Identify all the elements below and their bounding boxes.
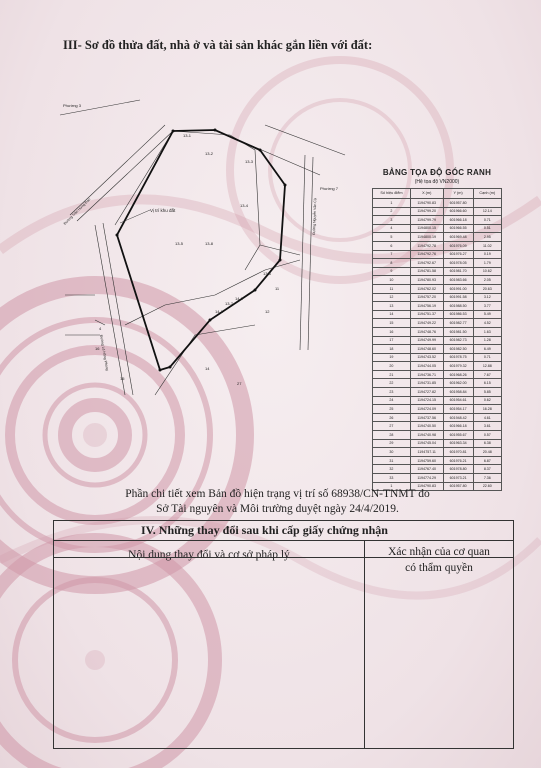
coordinates-cell: 601982.73 xyxy=(443,336,473,345)
coordinates-cell: 22 xyxy=(373,379,411,388)
coordinates-cell: 33 xyxy=(373,474,411,483)
changes-confirmation-column xyxy=(365,541,513,748)
coordinates-cell: 601958.84 xyxy=(443,388,473,397)
coordinates-cell: 601968.26 xyxy=(443,370,473,379)
coordinates-cell: 1194751.37 xyxy=(410,310,443,319)
coordinates-cell: 601969.48 xyxy=(443,233,473,242)
confirmation-header-line-1: Xác nhận của cơ quan xyxy=(388,546,490,558)
svg-text:16: 16 xyxy=(95,346,100,351)
coordinates-cell: 0.62 xyxy=(473,396,501,405)
coordinates-cell: 8.37 xyxy=(473,465,501,474)
coordinates-cell: 1.63 xyxy=(473,327,501,336)
coordinates-row xyxy=(373,474,502,483)
coordinates-row xyxy=(373,396,502,405)
coordinates-cell: 601966.55 xyxy=(443,224,473,233)
note-line-1: Phần chi tiết xem Bản đồ hiện trạng vị trí số 68938/CN-TNMT do xyxy=(125,488,430,500)
coordinates-row xyxy=(373,379,502,388)
coordinates-cell: 601970.81 xyxy=(443,448,473,457)
coordinates-cell: 1194731.85 xyxy=(410,379,443,388)
coordinates-cell: 1194724.15 xyxy=(410,396,443,405)
coordinates-cell: 27 xyxy=(373,422,411,431)
coordinates-cell: 6.15 xyxy=(473,379,501,388)
coordinates-cell: 601957.80 xyxy=(443,199,473,208)
changes-content-column xyxy=(54,541,365,748)
header-point: Số hiệu điểm xyxy=(373,189,411,199)
coordinates-cell: 6.38 xyxy=(473,439,501,448)
coordinates-cell: 29 xyxy=(373,439,411,448)
coordinates-cell: 1194740.50 xyxy=(410,422,443,431)
coordinates-cell: 601986.53 xyxy=(443,310,473,319)
coordinates-cell: 601981.50 xyxy=(443,327,473,336)
coordinates-cell: 601991.00 xyxy=(443,284,473,293)
coordinates-cell: 1194749.99 xyxy=(410,336,443,345)
coordinates-body xyxy=(373,199,502,491)
coordinates-cell: 1194762.02 xyxy=(410,284,443,293)
svg-text:11: 11 xyxy=(275,286,280,291)
coordinates-cell: 1194736.71 xyxy=(410,370,443,379)
coordinates-cell: 601973.21 xyxy=(443,474,473,483)
coordinates-cell: 12.88 xyxy=(473,362,501,371)
coordinates-cell: 16.28 xyxy=(473,405,501,414)
svg-text:Đường Lê Hồng Phong: Đường Lê Hồng Phong xyxy=(99,334,110,371)
coordinates-cell: 601978.80 xyxy=(443,465,473,474)
coordinates-row xyxy=(373,405,502,414)
coordinates-row xyxy=(373,431,502,440)
coordinates-row xyxy=(373,293,502,302)
coordinates-cell: 15 xyxy=(373,319,411,328)
coordinates-cell: 26 xyxy=(373,413,411,422)
coordinates-row xyxy=(373,345,502,354)
coordinates-cell: 5.49 xyxy=(473,310,501,319)
coordinates-cell: 601982.50 xyxy=(443,345,473,354)
coordinates-cell: 5.85 xyxy=(473,388,501,397)
svg-text:13-2: 13-2 xyxy=(205,151,214,156)
changes-content-header: Nội dung thay đổi và cơ sở pháp lý xyxy=(128,549,290,561)
map-reference-note xyxy=(90,487,465,517)
coordinates-cell: 21 xyxy=(373,370,411,379)
coordinates-cell: 12.14 xyxy=(473,207,501,216)
changes-confirmation-header xyxy=(365,544,513,576)
svg-text:Phường 7: Phường 7 xyxy=(320,186,338,191)
coordinates-cell: 601988.50 xyxy=(443,302,473,311)
coordinates-cell: 601978.05 xyxy=(443,259,473,268)
coordinates-cell: 0.19 xyxy=(473,250,501,259)
svg-text:14-1: 14-1 xyxy=(215,309,224,314)
coordinates-cell: 22.60 xyxy=(473,482,501,491)
coordinates-cell: 1194748.60 xyxy=(410,345,443,354)
coordinates-row xyxy=(373,241,502,250)
coordinates-cell: 1194740.98 xyxy=(410,431,443,440)
coordinates-cell: 601976.09 xyxy=(443,241,473,250)
header-edge: Cạnh (m) xyxy=(473,189,501,199)
changes-title: IV. Những thay đổi sau khi cấp giấy chứng nhận xyxy=(54,521,513,541)
coordinates-cell: 31 xyxy=(373,456,411,465)
coordinates-cell: 601962.00 xyxy=(443,379,473,388)
coordinates-cell: 3.77 xyxy=(473,302,501,311)
svg-text:13-7: 13-7 xyxy=(225,301,234,306)
svg-text:13-6: 13-6 xyxy=(263,271,272,276)
coordinates-cell: 1194744.05 xyxy=(410,362,443,371)
coordinates-cell: 8 xyxy=(373,259,411,268)
coordinates-cell: 1194792.76 xyxy=(410,250,443,259)
coordinates-cell: 16 xyxy=(373,327,411,336)
coordinates-cell: 1194799.79 xyxy=(410,216,443,225)
coordinates-row xyxy=(373,336,502,345)
coordinates-cell: 30 xyxy=(373,448,411,457)
coordinates-row xyxy=(373,199,502,208)
coordinates-row xyxy=(373,327,502,336)
coordinates-cell: 3 xyxy=(373,216,411,225)
coordinates-cell: 1194792.67 xyxy=(410,259,443,268)
coordinates-cell: 19 xyxy=(373,353,411,362)
coordinates-cell: 601981.70 xyxy=(443,267,473,276)
coordinates-row xyxy=(373,224,502,233)
coordinates-cell: 2 xyxy=(373,207,411,216)
coordinates-cell: 25 xyxy=(373,405,411,414)
coordinates-cell: 601957.80 xyxy=(443,482,473,491)
coordinates-cell: 601966.60 xyxy=(443,207,473,216)
coordinates-row xyxy=(373,388,502,397)
coordinates-cell: 24 xyxy=(373,396,411,405)
svg-text:13-1: 13-1 xyxy=(183,133,192,138)
coordinates-cell: 1194724.09 xyxy=(410,405,443,414)
coordinates-cell: 601976.27 xyxy=(443,250,473,259)
coordinates-cell: 2.95 xyxy=(473,233,501,242)
coordinates-cell: 7.67 xyxy=(473,370,501,379)
coordinates-row xyxy=(373,413,502,422)
coordinates-cell: 5 xyxy=(373,233,411,242)
coordinates-cell: 0.57 xyxy=(473,431,501,440)
svg-text:12: 12 xyxy=(265,309,270,314)
coordinates-cell: 7.36 xyxy=(473,474,501,483)
coordinates-cell: 1194800.19 xyxy=(410,233,443,242)
coordinates-cell: 4.61 xyxy=(473,413,501,422)
coordinates-row xyxy=(373,319,502,328)
coordinates-cell: 1.28 xyxy=(473,336,501,345)
coordinates-cell: 1194745.04 xyxy=(410,439,443,448)
svg-text:Phường 3: Phường 3 xyxy=(63,103,81,108)
coordinates-cell: 1194757.11 xyxy=(410,448,443,457)
coordinates-row xyxy=(373,216,502,225)
svg-text:13-4: 13-4 xyxy=(240,203,249,208)
coordinates-cell: 4.52 xyxy=(473,319,501,328)
coordinates-cell: 1194790.83 xyxy=(410,482,443,491)
coordinates-row xyxy=(373,250,502,259)
header-y: Y (m) xyxy=(443,189,473,199)
coordinates-row xyxy=(373,448,502,457)
coordinates-cell: 1194790.83 xyxy=(410,199,443,208)
coordinates-cell: 1 xyxy=(373,199,411,208)
coordinates-cell: 28 xyxy=(373,431,411,440)
coordinates-cell: 1194799.20 xyxy=(410,207,443,216)
coordinates-cell: 1194780.93 xyxy=(410,276,443,285)
coordinates-cell: 601983.66 xyxy=(443,276,473,285)
coordinates-row xyxy=(373,370,502,379)
coordinates-cell: 11.02 xyxy=(473,241,501,250)
coordinates-cell: 7 xyxy=(373,250,411,259)
coordinates-cell: 601966.18 xyxy=(443,422,473,431)
confirmation-header-line-2: có thẩm quyền xyxy=(405,562,473,574)
coordinates-cell: 1194748.76 xyxy=(410,327,443,336)
svg-text:13-8: 13-8 xyxy=(205,241,214,246)
coordinates-row xyxy=(373,465,502,474)
coordinates-row xyxy=(373,267,502,276)
coordinates-cell: 0.51 xyxy=(473,224,501,233)
coordinates-cell: 12 xyxy=(373,293,411,302)
coordinates-row xyxy=(373,362,502,371)
coordinates-cell: 20 xyxy=(373,362,411,371)
svg-text:Đường Trần Hưng Đạo: Đường Trần Hưng Đạo xyxy=(62,197,92,226)
coordinates-cell: 1194792.78 xyxy=(410,241,443,250)
coordinates-cell: 1194727.82 xyxy=(410,388,443,397)
svg-text:14-2: 14-2 xyxy=(235,296,244,301)
svg-text:Vị trí khu đất: Vị trí khu đất xyxy=(150,208,176,213)
coordinates-cell: 1.79 xyxy=(473,259,501,268)
svg-text:4: 4 xyxy=(99,326,102,331)
coordinates-cell: 1 xyxy=(373,482,411,491)
coordinates-cell: 601982.77 xyxy=(443,319,473,328)
coordinates-header-row xyxy=(373,189,502,199)
svg-text:15: 15 xyxy=(120,376,125,381)
coordinates-cell: 0.71 xyxy=(473,216,501,225)
coordinates-table-subtitle: (Hệ tọa độ VN2000) xyxy=(414,179,460,185)
coordinates-cell: 1194781.58 xyxy=(410,267,443,276)
coordinates-cell: 601978.75 xyxy=(443,353,473,362)
section-title: III- Sơ đồ thửa đất, nhà ở và tài sản khác gắn liền với đất: xyxy=(63,38,373,52)
coordinates-cell xyxy=(473,199,501,208)
changes-header-divider xyxy=(54,557,513,558)
coordinates-cell: 32 xyxy=(373,465,411,474)
header-x: X (m) xyxy=(410,189,443,199)
coordinates-cell: 601979.32 xyxy=(443,362,473,371)
coordinates-cell: 17 xyxy=(373,336,411,345)
coordinates-cell: 10 xyxy=(373,276,411,285)
coordinates-cell: 601991.58 xyxy=(443,293,473,302)
parcel-map xyxy=(55,95,355,405)
coordinates-cell: 1194743.52 xyxy=(410,353,443,362)
coordinates-row xyxy=(373,422,502,431)
coordinates-cell: 1194759.60 xyxy=(410,456,443,465)
coordinates-cell: 3.61 xyxy=(473,422,501,431)
coordinates-row xyxy=(373,207,502,216)
coordinates-cell: 1194774.29 xyxy=(410,474,443,483)
svg-text:14: 14 xyxy=(205,366,210,371)
coordinates-cell: 601976.21 xyxy=(443,456,473,465)
coordinates-row xyxy=(373,310,502,319)
coordinates-row xyxy=(373,284,502,293)
coordinates-cell: 601966.18 xyxy=(443,216,473,225)
coordinates-cell: 6.49 xyxy=(473,345,501,354)
coordinates-cell: 20.48 xyxy=(473,448,501,457)
coordinates-cell: 23 xyxy=(373,388,411,397)
coordinates-cell: 1194749.22 xyxy=(410,319,443,328)
coordinates-cell: 18 xyxy=(373,345,411,354)
coordinates-cell: 1194757.20 xyxy=(410,293,443,302)
coordinates-cell: 601954.61 xyxy=(443,396,473,405)
svg-text:13-5: 13-5 xyxy=(175,241,184,246)
coordinates-table xyxy=(372,168,502,491)
coordinates-row xyxy=(373,439,502,448)
changes-table xyxy=(53,520,514,749)
coordinates-cell: 6.87 xyxy=(473,456,501,465)
coordinates-cell: 1194767.40 xyxy=(410,465,443,474)
coordinates-row xyxy=(373,259,502,268)
coordinates-cell: 6 xyxy=(373,241,411,250)
coordinates-cell: 601954.17 xyxy=(443,405,473,414)
coordinates-cell: 1194800.15 xyxy=(410,224,443,233)
coordinates-cell: 601948.42 xyxy=(443,413,473,422)
coordinates-cell: 20.63 xyxy=(473,284,501,293)
coordinates-row xyxy=(373,276,502,285)
note-line-2: Sở Tài nguyên và Môi trường duyệt ngày 24/4/2019. xyxy=(156,503,399,515)
coordinates-cell: 1194737.56 xyxy=(410,413,443,422)
coordinates-cell: 4 xyxy=(373,224,411,233)
coordinates-table-title: BẢNG TỌA ĐỘ GÓC RANH xyxy=(382,168,492,177)
coordinates-cell: 601955.67 xyxy=(443,431,473,440)
coordinates-cell: 2.05 xyxy=(473,276,501,285)
coordinates-cell: 13 xyxy=(373,302,411,311)
coordinates-cell: 0.71 xyxy=(473,353,501,362)
coordinates-row xyxy=(373,456,502,465)
svg-text:13-3: 13-3 xyxy=(245,159,254,164)
svg-text:Đường Nguyễn Văn Cừ: Đường Nguyễn Văn Cừ xyxy=(312,197,318,236)
coordinates-cell: 3.12 xyxy=(473,293,501,302)
coordinates-cell: 601963.34 xyxy=(443,439,473,448)
coordinates-grid xyxy=(372,188,502,491)
coordinates-cell: 10.62 xyxy=(473,267,501,276)
coordinates-row xyxy=(373,233,502,242)
coordinates-row xyxy=(373,353,502,362)
coordinates-cell: 1194756.19 xyxy=(410,302,443,311)
coordinates-row xyxy=(373,302,502,311)
coordinates-cell: 11 xyxy=(373,284,411,293)
coordinates-cell: 14 xyxy=(373,310,411,319)
svg-text:27: 27 xyxy=(237,381,242,386)
coordinates-cell: 9 xyxy=(373,267,411,276)
